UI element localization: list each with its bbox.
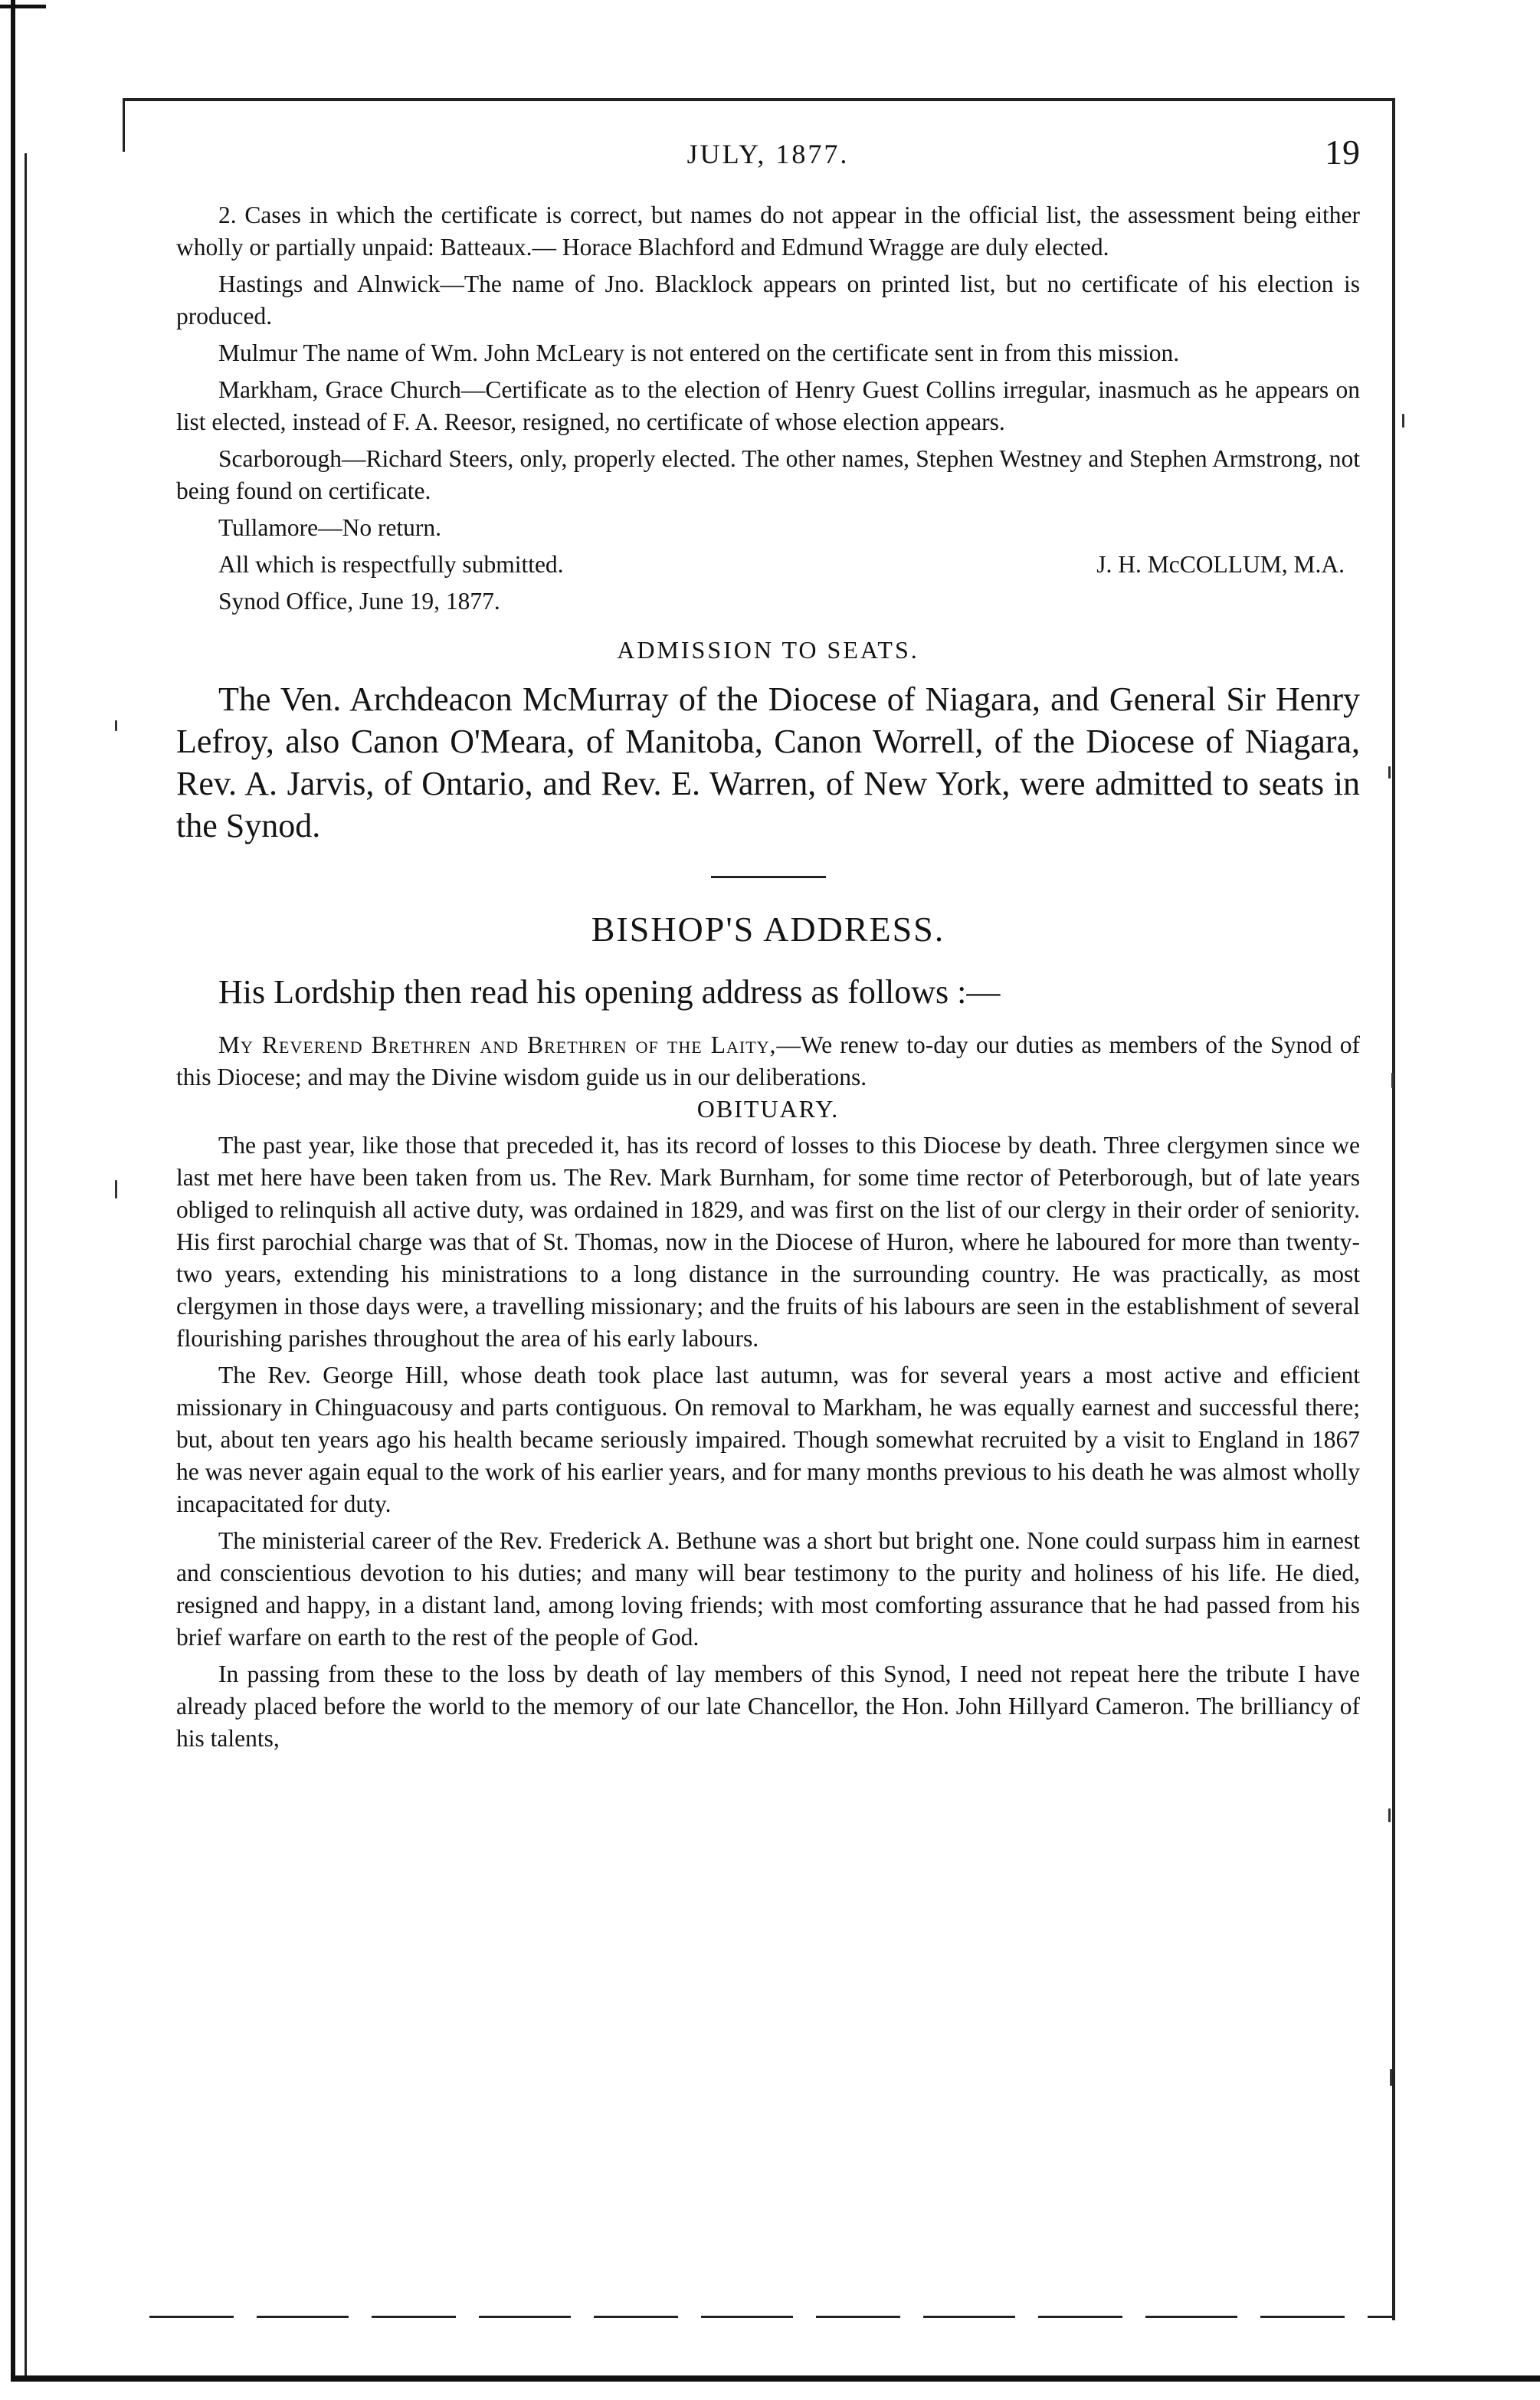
signature: J. H. McCOLLUM, M.A. — [1096, 551, 1345, 578]
obituary-paragraph-4: In passing from these to the loss by death of lay members of this Synod, I need not repeat here the tribute I have already placed before the world to the memory of our late Chancellor, the Hon. John Hillyard Cameron. The brilliancy of his talents, — [176, 1661, 1360, 1752]
scan-speck — [1402, 414, 1404, 428]
admission-paragraph: The Ven. Archdeacon McMurray of the Diocese of Niagara, and General Sir Henry Lefroy, also Canon O'Meara, of Manitoba, Canon Worrell, of the Diocese of Niagara, Rev. A. Jarvis, of Ontario, and Rev. E. Warren, of New York, were admitted to seats in the Synod. — [176, 680, 1360, 844]
scan-speck — [115, 720, 117, 731]
scan-speck — [1388, 766, 1391, 779]
report-item-2: 2. Cases in which the certificate is correct, but names do not appear in the official list, the assessment being either wholly or partially unpaid: Batteaux.— Horace Blachford and Edmund Wragge are duly elected. — [176, 202, 1360, 261]
report-markham: Markham, Grace Church—Certificate as to the election of Henry Guest Collins irregular, inasmuch as he appears on list elected, instead of F. A. Reesor, resigned, no certificate of whose election appears. — [176, 376, 1360, 435]
binding-edge-line — [11, 0, 15, 2375]
obituary-paragraph-3: The ministerial career of the Rev. Frederick A. Bethune was a short but bright one. None could surpass him in earnest and conscientious devotion to his duties; and many will bear testimony to the purity and holiness of his life. He died, resigned and happy, in a distant land, among loving friends; with most comforting assurance that he had passed from his brief warfare on earth to the rest of the people of God. — [176, 1527, 1360, 1651]
scan-speck — [1388, 1808, 1391, 1822]
obituary-heading: OBITUARY. — [696, 1095, 840, 1123]
obituary-paragraph-1: The past year, like those that preceded it, has its record of losses to this Diocese by death. Three clergymen since we last met here have been taken from us. The Rev. Mark Burnham, for some time rector of Peterborough, but of late years obliged to relinquish all active duty, was ordained in 1829, and was first on the list of our clergy in their order of seniority. His first parochial charge was that of St. Thomas, now in the Diocese of Huron, where he laboured for more than twenty-two years, extending his ministrations to a long distance in the surrounding country. He was practically, as most clergymen in those days were, a travelling missionary; and the fruits of his labours are seen in the establishment of several flourishing parishes throughout the area of his early labours. — [176, 1132, 1360, 1352]
page-frame-right — [1392, 98, 1395, 2320]
document-page — [176, 133, 1360, 1755]
scan-bottom-edge — [11, 2375, 1540, 2382]
scan-speck — [115, 1180, 117, 1198]
scan-speck — [1390, 2069, 1392, 2086]
report-hastings: Hastings and Alnwick—The name of Jno. Blacklock appears on printed list, but no certificate of his election is produced. — [176, 270, 1360, 330]
report-scarborough: Scarborough—Richard Steers, only, properly elected. The other names, Stephen Westney and Stephen Armstrong, not being found on certificate. — [176, 445, 1360, 504]
admission-heading: ADMISSION TO SEATS. — [617, 636, 919, 664]
report-tullamore: Tullamore—No return. — [218, 514, 442, 541]
salutation: My Reverend Brethren and Brethren of the Laity, — [218, 1031, 777, 1058]
section-divider — [711, 876, 826, 878]
page-number: 19 — [1325, 133, 1360, 172]
submission-text: All which is respectfully submitted. — [218, 551, 564, 578]
page-frame-top — [123, 98, 1394, 101]
page-header — [176, 133, 1360, 199]
report-mulmur: Mulmur The name of Wm. John McLeary is not entered on the certificate sent in from this mission. — [218, 339, 1180, 366]
page-frame-bottom — [149, 2316, 1394, 2318]
submission-line — [176, 549, 1360, 581]
salutation-rest: —We renew to-day our duties as members of the Synod of this Diocese; and may the Divine wisdom guide us in our deliberations. — [176, 1031, 1360, 1090]
office-date: Synod Office, June 19, 1877. — [218, 588, 500, 615]
page-frame-left — [123, 98, 125, 152]
binding-edge-inner-line — [25, 153, 27, 2375]
scan-speck — [1391, 1073, 1394, 1088]
scan-corner-mark — [0, 5, 46, 8]
address-salutation-paragraph — [176, 1029, 1360, 1093]
obituary-paragraph-2: The Rev. George Hill, whose death took place last autumn, was for several years a most active and efficient missionary in Chinguacousy and parts contiguous. On removal to Markham, he was equally earnest and successful there; but, about ten years ago his health became seriously impaired. Though somewhat recruited by a visit to England in 1867 he was never again equal to the work of his earlier years, and for many months previous to his death he was almost wholly incapacitated for duty. — [176, 1362, 1360, 1517]
running-title: JULY, 1877. — [686, 139, 850, 169]
address-heading: BISHOP'S ADDRESS. — [591, 910, 945, 949]
address-intro: His Lordship then read his opening address as follows :— — [218, 973, 1001, 1011]
